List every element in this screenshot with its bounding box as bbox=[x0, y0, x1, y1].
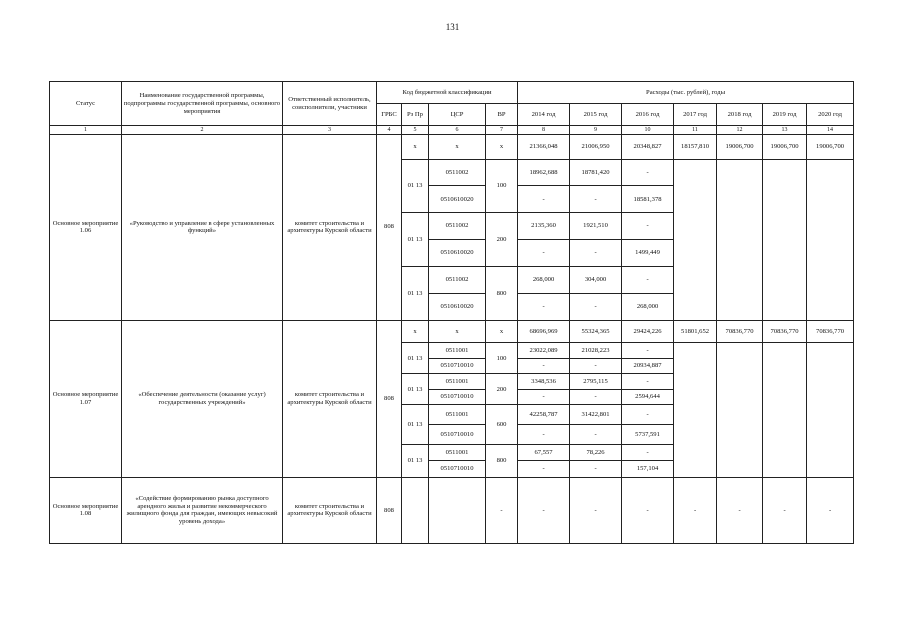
csr-cell: 0511002 bbox=[429, 266, 486, 293]
responsible-cell: комитет строительства и архитектуры Курской области bbox=[283, 134, 377, 320]
value-cell: 42258,787 bbox=[518, 405, 570, 425]
value-cell: - bbox=[570, 358, 622, 374]
csr-cell: x bbox=[429, 134, 486, 159]
value-cell: - bbox=[570, 461, 622, 478]
value-cell: 70836,770 bbox=[763, 320, 807, 343]
value-cell: 304,000 bbox=[570, 266, 622, 293]
empty-cell bbox=[763, 159, 807, 320]
col-number: 13 bbox=[763, 126, 807, 134]
status-header: Статус bbox=[50, 82, 122, 126]
value-cell: 21006,950 bbox=[570, 134, 622, 159]
grbs-header: ГРБС bbox=[377, 103, 402, 126]
col-number: 8 bbox=[518, 126, 570, 134]
value-cell: 31422,801 bbox=[570, 405, 622, 425]
col-number: 7 bbox=[486, 126, 518, 134]
value-cell: - bbox=[622, 477, 674, 543]
rzpr-cell: 01 13 bbox=[402, 405, 429, 444]
value-cell: 2594,644 bbox=[622, 389, 674, 405]
vr-cell: 200 bbox=[486, 374, 518, 405]
empty-cell bbox=[807, 159, 854, 320]
rzpr-cell: 01 13 bbox=[402, 444, 429, 477]
csr-cell: 0510710010 bbox=[429, 358, 486, 374]
year-header: 2019 год bbox=[763, 103, 807, 126]
table-row bbox=[50, 477, 854, 543]
vr-cell: x bbox=[486, 134, 518, 159]
csr-cell: 0511001 bbox=[429, 374, 486, 390]
rzpr-cell: 01 13 bbox=[402, 343, 429, 374]
value-cell: - bbox=[622, 405, 674, 425]
responsible-header: Ответственный исполнитель, соисполнители, участники bbox=[283, 82, 377, 126]
name-cell: «Содействие формированию рынка доступного арендного жилья и развитие некоммерческого жилищного фонда для граждан, имеющих невысокий уровень дохода» bbox=[122, 477, 283, 543]
status-cell: Основное мероприятие 1.08 bbox=[50, 477, 122, 543]
value-cell: - bbox=[570, 477, 622, 543]
value-cell: 51801,652 bbox=[674, 320, 717, 343]
page-number: 131 bbox=[445, 22, 460, 32]
value-cell: - bbox=[570, 240, 622, 267]
empty-cell bbox=[717, 343, 763, 477]
vr-header: ВР bbox=[486, 103, 518, 126]
value-cell: - bbox=[570, 425, 622, 445]
value-cell: - bbox=[518, 186, 570, 213]
col-number: 10 bbox=[622, 126, 674, 134]
value-cell: - bbox=[807, 477, 854, 543]
name-cell: «Руководство и управление в сфере установленных функций» bbox=[122, 134, 283, 320]
value-cell: - bbox=[518, 293, 570, 320]
vr-cell: 600 bbox=[486, 405, 518, 444]
value-cell: - bbox=[518, 389, 570, 405]
name-header: Наименование государственной программы, подпрограммы государственной программы, основного мероприятия bbox=[122, 82, 283, 126]
value-cell: 55324,365 bbox=[570, 320, 622, 343]
year-header: 2020 год bbox=[807, 103, 854, 126]
empty-cell bbox=[763, 343, 807, 477]
year-header: 2017 год bbox=[674, 103, 717, 126]
value-cell: - bbox=[763, 477, 807, 543]
col-number: 11 bbox=[674, 126, 717, 134]
value-cell: - bbox=[518, 358, 570, 374]
rzpr-cell: 01 13 bbox=[402, 374, 429, 405]
col-number: 9 bbox=[570, 126, 622, 134]
status-cell: Основное мероприятие 1.07 bbox=[50, 320, 122, 477]
empty-cell bbox=[674, 343, 717, 477]
year-header: 2014 год bbox=[518, 103, 570, 126]
budget-code-header: Код бюджетной классификации bbox=[377, 82, 518, 104]
rzpr-cell: 01 13 bbox=[402, 266, 429, 320]
value-cell: - bbox=[717, 477, 763, 543]
value-cell: 70836,770 bbox=[717, 320, 763, 343]
value-cell: 3348,536 bbox=[518, 374, 570, 390]
value-cell: 23022,089 bbox=[518, 343, 570, 359]
value-cell: - bbox=[622, 213, 674, 240]
responsible-cell: комитет строительства и архитектуры Курской области bbox=[283, 320, 377, 477]
rzpr-cell: 01 13 bbox=[402, 159, 429, 213]
year-header: 2016 год bbox=[622, 103, 674, 126]
value-cell: - bbox=[570, 186, 622, 213]
value-cell: - bbox=[622, 159, 674, 186]
value-cell: 157,104 bbox=[622, 461, 674, 478]
value-cell: 18581,378 bbox=[622, 186, 674, 213]
value-cell: 1921,510 bbox=[570, 213, 622, 240]
vr-cell: 200 bbox=[486, 213, 518, 267]
value-cell: 268,000 bbox=[518, 266, 570, 293]
col-number: 14 bbox=[807, 126, 854, 134]
value-cell: - bbox=[518, 461, 570, 478]
csr-cell: 0511001 bbox=[429, 405, 486, 425]
expenses-header: Расходы (тыс. рублей), годы bbox=[518, 82, 854, 104]
value-cell: 18962,688 bbox=[518, 159, 570, 186]
rzpr-cell: 01 13 bbox=[402, 213, 429, 267]
value-cell: 19006,700 bbox=[763, 134, 807, 159]
table-row bbox=[50, 320, 854, 343]
value-cell: - bbox=[570, 389, 622, 405]
vr-cell: 100 bbox=[486, 159, 518, 213]
value-cell: 2795,115 bbox=[570, 374, 622, 390]
col-number: 2 bbox=[122, 126, 283, 134]
value-cell: - bbox=[622, 374, 674, 390]
value-cell: 268,000 bbox=[622, 293, 674, 320]
value-cell: 20934,887 bbox=[622, 358, 674, 374]
rzpr-cell: x bbox=[402, 320, 429, 343]
col-number: 3 bbox=[283, 126, 377, 134]
csr-cell: 0511002 bbox=[429, 159, 486, 186]
year-header: 2015 год bbox=[570, 103, 622, 126]
vr-cell: 100 bbox=[486, 343, 518, 374]
value-cell: 2135,360 bbox=[518, 213, 570, 240]
csr-cell: 0510710010 bbox=[429, 389, 486, 405]
csr-cell: 0510710010 bbox=[429, 425, 486, 445]
responsible-cell: комитет строительства и архитектуры Курской области bbox=[283, 477, 377, 543]
year-header: 2018 год bbox=[717, 103, 763, 126]
table-row bbox=[50, 134, 854, 159]
csr-cell: 0510610020 bbox=[429, 240, 486, 267]
vr-cell: x bbox=[486, 320, 518, 343]
rzpr-cell: x bbox=[402, 134, 429, 159]
value-cell: 68696,969 bbox=[518, 320, 570, 343]
name-cell: «Обеспечение деятельности (оказание услуг) государственных учреждений» bbox=[122, 320, 283, 477]
value-cell: 78,226 bbox=[570, 444, 622, 461]
value-cell: - bbox=[570, 293, 622, 320]
empty-cell bbox=[717, 159, 763, 320]
col-number: 6 bbox=[429, 126, 486, 134]
csr-cell: 0511001 bbox=[429, 343, 486, 359]
grbs-cell: 808 bbox=[377, 134, 402, 320]
status-cell: Основное мероприятие 1.06 bbox=[50, 134, 122, 320]
value-cell: 29424,226 bbox=[622, 320, 674, 343]
value-cell: - bbox=[518, 477, 570, 543]
budget-table bbox=[49, 81, 854, 544]
csr-cell: 0511002 bbox=[429, 213, 486, 240]
csr-cell: 0510610020 bbox=[429, 293, 486, 320]
csr-header: ЦСР bbox=[429, 103, 486, 126]
rzpr-cell bbox=[402, 477, 429, 543]
column-number-row bbox=[50, 126, 854, 134]
value-cell: 21028,223 bbox=[570, 343, 622, 359]
header-row-1 bbox=[50, 82, 854, 104]
col-number: 4 bbox=[377, 126, 402, 134]
value-cell: 1499,449 bbox=[622, 240, 674, 267]
value-cell: - bbox=[674, 477, 717, 543]
empty-cell bbox=[674, 159, 717, 320]
value-cell: 18157,810 bbox=[674, 134, 717, 159]
value-cell: - bbox=[622, 444, 674, 461]
value-cell: 19006,700 bbox=[717, 134, 763, 159]
value-cell: 18781,420 bbox=[570, 159, 622, 186]
value-cell: - bbox=[622, 343, 674, 359]
grbs-cell: 808 bbox=[377, 477, 402, 543]
value-cell: 67,557 bbox=[518, 444, 570, 461]
empty-cell bbox=[807, 343, 854, 477]
value-cell: 70836,770 bbox=[807, 320, 854, 343]
csr-cell: 0510710010 bbox=[429, 461, 486, 478]
value-cell: 5737,591 bbox=[622, 425, 674, 445]
rzpr-header: Рз Пр bbox=[402, 103, 429, 126]
value-cell: 20348,827 bbox=[622, 134, 674, 159]
value-cell: - bbox=[518, 425, 570, 445]
csr-cell: x bbox=[429, 320, 486, 343]
col-number: 12 bbox=[717, 126, 763, 134]
vr-cell: 800 bbox=[486, 266, 518, 320]
value-cell: 21366,048 bbox=[518, 134, 570, 159]
csr-cell: 0510610020 bbox=[429, 186, 486, 213]
value-cell: - bbox=[518, 240, 570, 267]
vr-cell: 800 bbox=[486, 444, 518, 477]
col-number: 5 bbox=[402, 126, 429, 134]
col-number: 1 bbox=[50, 126, 122, 134]
vr-cell: - bbox=[486, 477, 518, 543]
value-cell: - bbox=[622, 266, 674, 293]
value-cell: 19006,700 bbox=[807, 134, 854, 159]
grbs-cell: 808 bbox=[377, 320, 402, 477]
csr-cell: 0511001 bbox=[429, 444, 486, 461]
csr-cell bbox=[429, 477, 486, 543]
